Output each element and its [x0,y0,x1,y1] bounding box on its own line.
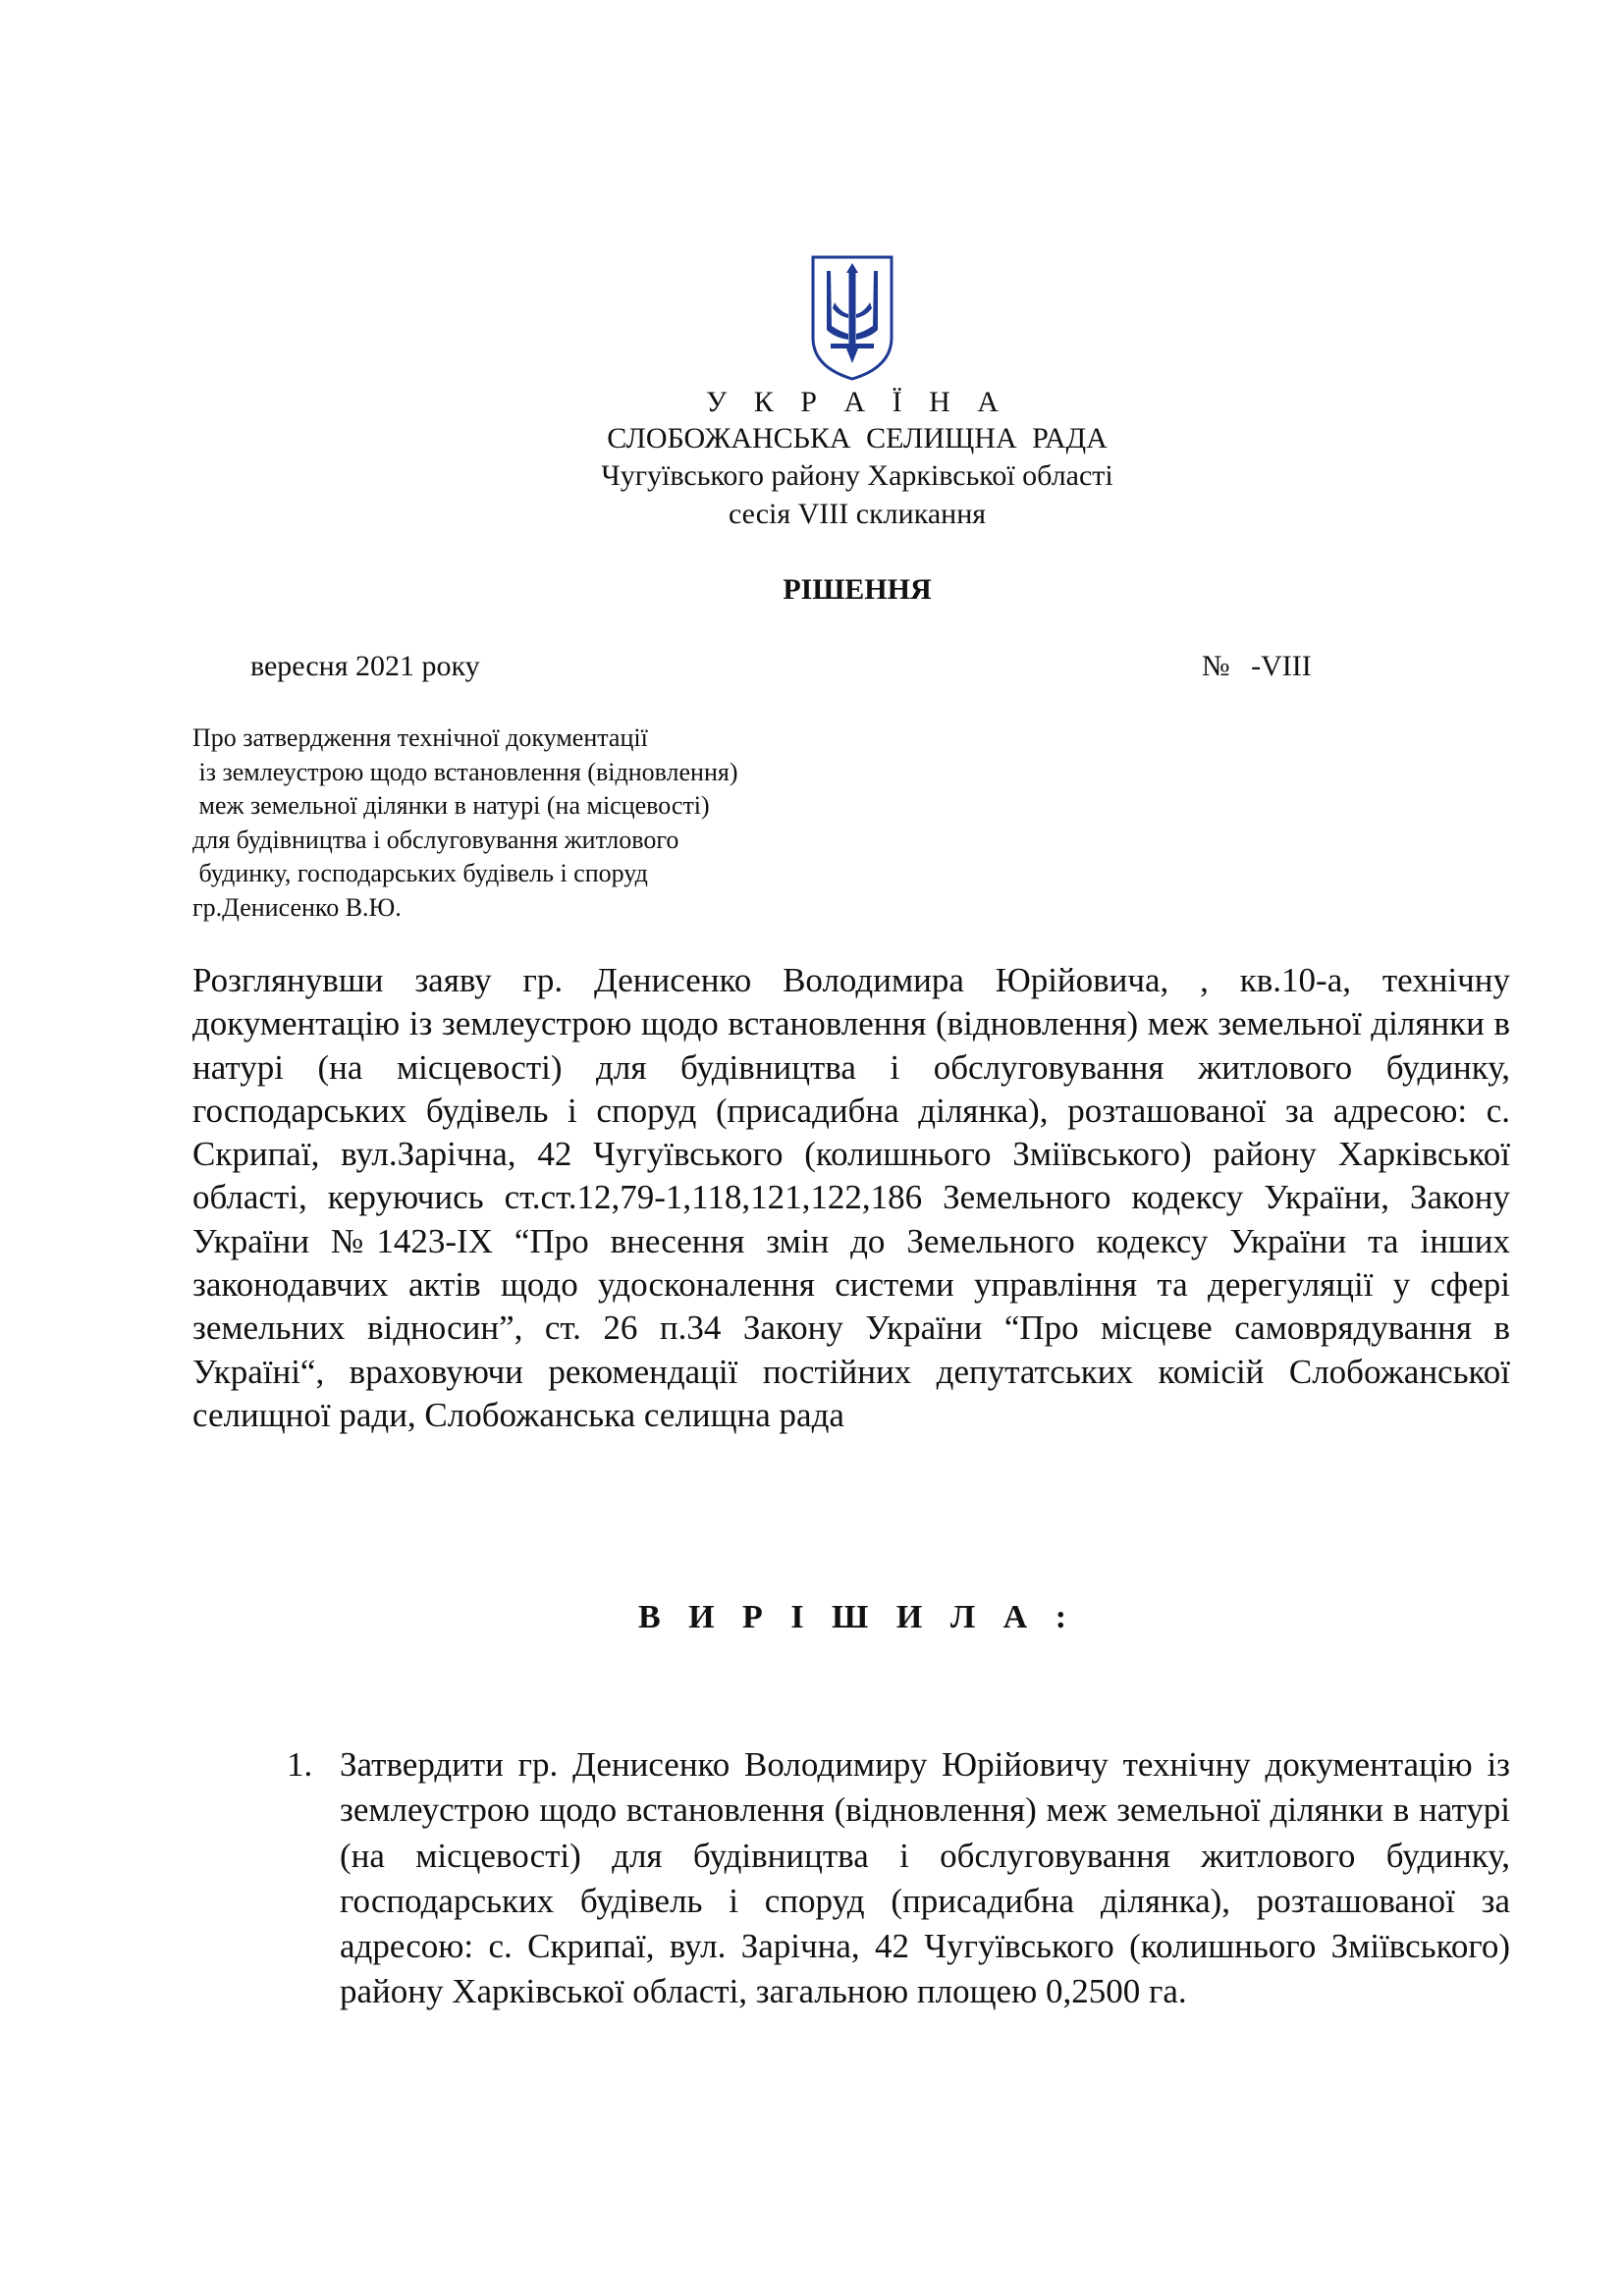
decision-item [287,1742,1510,2015]
subject-line: меж земельної ділянки в натурі (на місцевості) [192,791,710,820]
document-type: РІШЕННЯ [783,573,932,606]
trident-coat-of-arms-icon [807,253,897,383]
district-name: Чугуївського району Харківської області [601,459,1113,492]
decision-subject [192,721,738,925]
subject-line: гр.Денисенко В.Ю. [192,892,402,922]
subject-line: із землеустрою щодо встановлення (відновлення) [192,757,738,786]
subject-line: будинку, господарських будівель і споруд [192,859,648,887]
country-name: У К Р А Ї Н А [706,386,1008,418]
subject-line: Про затвердження технічної документації [192,723,648,752]
decision-date: вересня 2021 року [250,650,480,682]
decision-items [287,1742,1510,2015]
item-text: Затвердити гр. Денисенко Володимиру Юрійовичу технічну документацію із землеустрою щодо встановлення (відновлення) меж земельної ділянки в натурі (на місцевості) для будівництва і обслуговування житлового будинку, господарських будівель і споруд (присадибна ділянка), розташованої за адресою: с. Скрипаї, вул. Зарічна, 42 Чугуївського (колишнього Зміївського) району Харківської області, загальною площею 0,2500 га. [340,1745,1510,2011]
council-name: СЛОБОЖАНСЬКА СЕЛИЩНА РАДА [607,422,1108,454]
item-number: 1. [287,1745,313,1784]
decision-number: № -VIII [1202,650,1312,682]
session-name: сесія VIII скликання [728,498,987,530]
preamble-paragraph: Розглянувши заяву гр. Денисенко Володимира Юрійовича, , кв.10-а, технічну документацію із землеустрою щодо встановлення (відновлення) меж земельної ділянки в натурі (на місцевості) для будівництва і обслуговування житлового будинку, господарських будівель і споруд (присадибна ділянка), розташованої за адресою: с. Скрипаї, вул.Зарічна, 42 Чугуївського (колишнього Зміївського) району Харківської області, керуючись ст.ст.12,79-1,118,121,122,186 Земельного кодексу України, Закону України №1423-IX “Про внесення змін до Земельного кодексу України та інших законодавчих актів щодо удосконалення системи управління та дерегуляції у сфері земельних відносин”, ст. 26 п.34 Закону України “Про місцеве самоврядування в Україні“, враховуючи рекомендації постійних депутатських комісій Слобожанської селищної ради, Слобожанська селищна рада [192,961,1510,1434]
subject-line: для будівництва і обслуговування житлового [192,825,679,854]
decision-heading: В И Р І Ш И Л А : [637,1599,1077,1635]
